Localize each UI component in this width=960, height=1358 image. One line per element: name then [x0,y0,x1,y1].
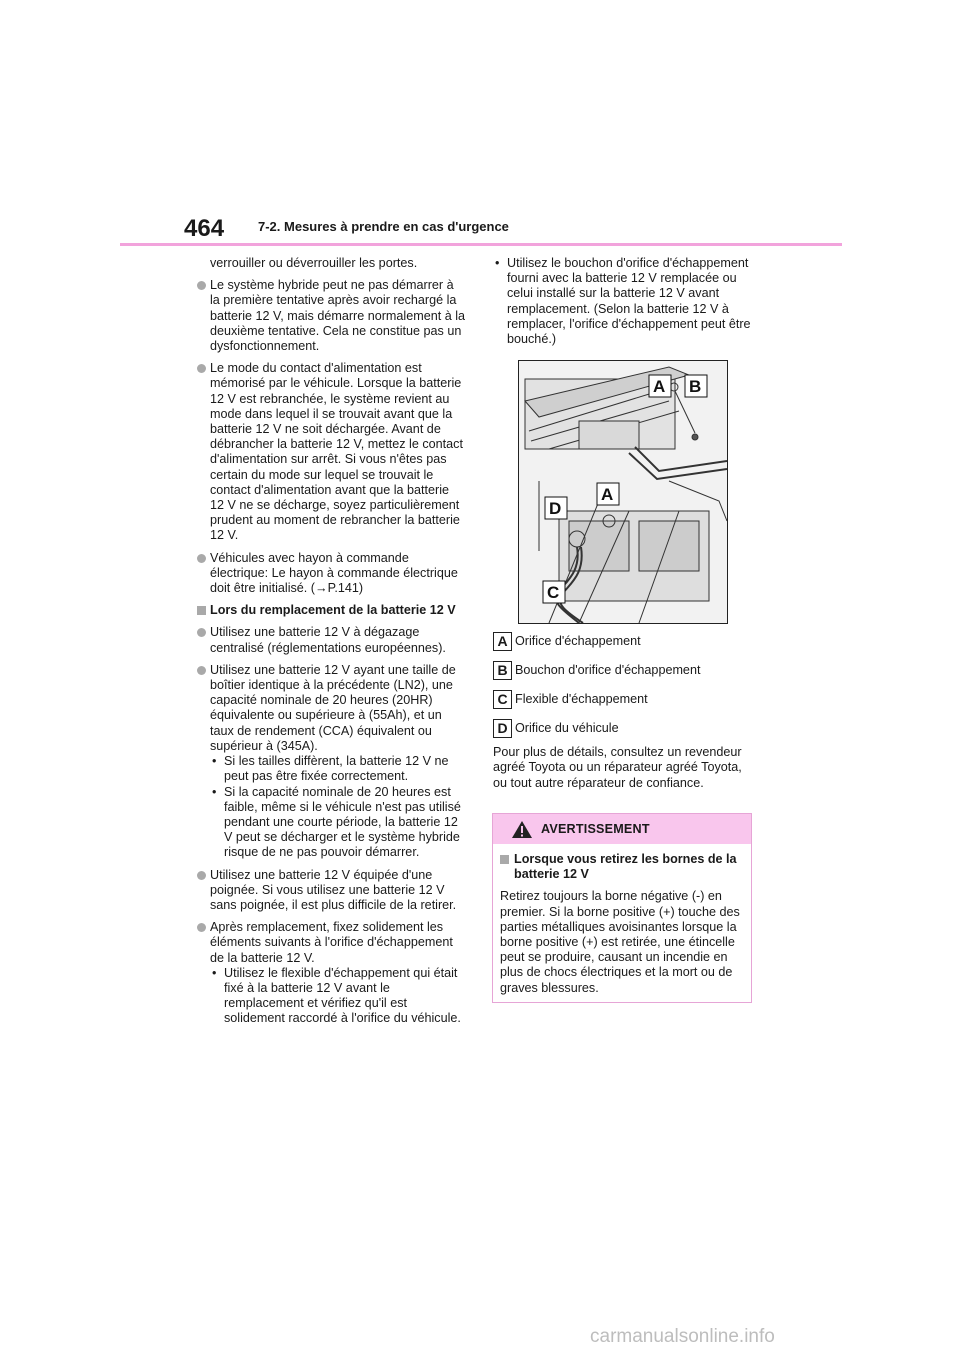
legend-item-b: B Bouchon d'orifice d'échappement [493,661,751,681]
bullet-item: Le mode du contact d'alimentation est mémorisé par le véhicule. Lorsque la batterie 12 V est rebranchée, le système revient au mode dans lequel il se trouvait avant que la batterie 12 V ne soit déchargée. Avant de débrancher la batterie 12 V, mettez le contact d'alimentation sur arrêt. Si vous n'êtes pas certain du mode sur lequel se trouvait le contact d'alimentation avant que la batterie 12 V ne se décharge, soyez particulièrement prudent au moment de rebrancher la batterie 12 V. [210,361,466,543]
subsection-heading: Lors du remplacement de la batterie 12 V [210,603,466,618]
dealer-note: Pour plus de détails, consultez un revendeur agréé Toyota ou un réparateur agréé Toyota, ou tout autre réparateur de confiance. [493,745,742,790]
warning-triangle-icon [511,820,533,844]
paragraph-continuation: verrouiller ou déverrouiller les portes. [210,256,418,270]
sub-bullet-item: • Utilisez le flexible d'échappement qui était fixé à la batterie 12 V avant le remplacement et vérifiez qu'il est solidement raccordé à l'orifice du véhicule. [212,965,461,1026]
left-column [210,256,466,1027]
bullet-item: Utilisez une batterie 12 V ayant une taille de boîtier identique à la précédente (LN2), une capacité nominale de 20 heures (20HR) équivalente ou supérieure à (55Ah), et un taux de rendement (CCA) équivalent ou supérieur à (345A). [210,663,466,754]
figure-label-a-detail: A [601,485,614,505]
bullet-item: Après remplacement, fixez solidement les éléments suivants à l'orifice d'échappement de la batterie 12 V. [210,920,466,966]
figure-label-b: B [689,377,702,397]
bullet-item: Utilisez une batterie 12 V équipée d'une poignée. Si vous utilisez une batterie 12 V sans poignée, il est plus difficile de la retirer. [210,868,466,914]
bullet-dot-icon [197,281,206,290]
bullet-dot-icon [197,554,206,563]
right-column [493,256,751,798]
warning-heading: Lorsque vous retirez les bornes de la batterie 12 V [500,852,746,882]
warning-header [493,814,751,844]
figure-label-a: A [653,377,666,397]
header-rule [120,243,842,246]
battery-illustration [518,360,728,624]
bullet-dot-icon [197,364,206,373]
bullet-dot-icon [197,628,206,637]
bullet-dot-icon [197,923,206,932]
site-watermark: carmanualsonline.info [590,1326,775,1347]
bullet-item: Le système hybride peut ne pas démarrer à la première tentative après avoir rechargé la batterie 12 V, mais démarre normalement à la deuxième tentative. Cela ne constitue pas un dysfonctionnement. [210,278,466,354]
sub-bullet-item: • Si la capacité nominale de 20 heures est faible, même si le véhicule n'est pas utilisé pendant une courte période, la batterie 12 V peut se décharger et le système hybride risque de ne pas pouvoir démarrer. [212,784,461,860]
battery-compartment-drawing [519,361,727,623]
figure-label-c: C [547,583,560,603]
page-number: 464 [184,215,225,242]
bullet-dot-icon [197,666,206,675]
legend-item-d: D Orifice du véhicule [493,719,751,739]
bullet-item: Utilisez une batterie 12 V à dégazage centralisé (réglementations européennes). [210,625,466,655]
bullet-item: Véhicules avec hayon à commande électrique: Le hayon à commande électrique doit être initialisé. (→P.141) [210,551,466,597]
legend-item-a: A Orifice d'échappement [493,632,751,652]
warning-title: AVERTISSEMENT [541,822,650,836]
square-bullet-icon [500,855,509,864]
warning-text: Retirez toujours la borne négative (-) en premier. Si la borne positive (+) touche des parties métalliques avoisinantes lorsque la borne positive (+) est retirée, une étincelle peut se produire, causant un incendie en plus de chocs électriques et la mort ou de graves blessures. [500,889,740,995]
sub-bullet-item: • Utilisez le bouchon d'orifice d'échappement fourni avec la batterie 12 V remplacée ou celui installé sur la batterie 12 V avant remplacement. (Selon la batterie 12 V à remplacer, l'orifice d'échappement peut être bouché.) [495,256,751,347]
warning-body [493,844,751,996]
square-bullet-icon [197,606,206,615]
sub-bullet-item: • Si les tailles diffèrent, la batterie 12 V ne peut pas être fixée correctement. [212,754,449,784]
bullet-dot-icon [197,871,206,880]
warning-box [492,813,752,1003]
legend-item-c: C Flexible d'échappement [493,690,751,710]
figure-label-d: D [549,499,562,519]
section-title: 7-2. Mesures à prendre en cas d'urgence [258,219,509,234]
